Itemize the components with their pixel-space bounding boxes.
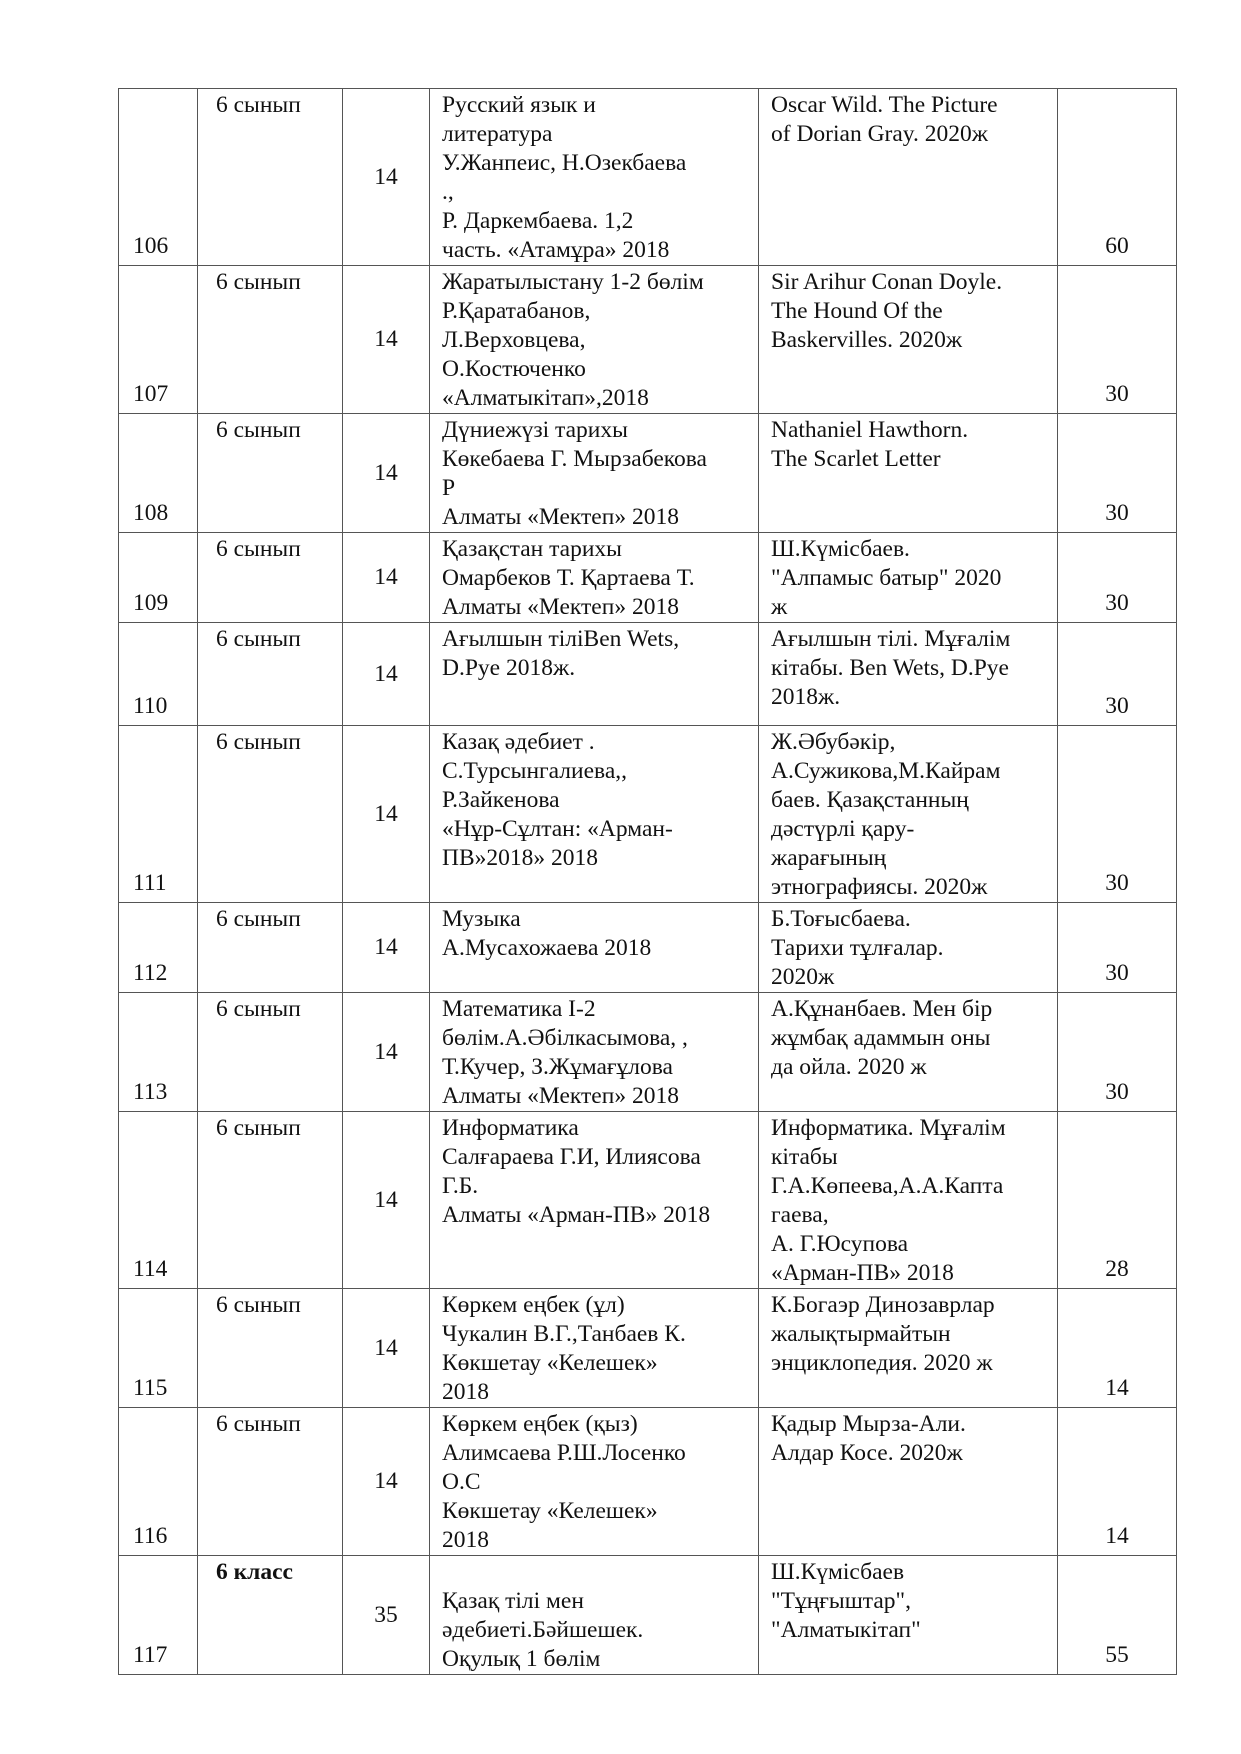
- row-number: 112: [119, 903, 198, 993]
- table-row: [119, 903, 1177, 993]
- textbook-cell-line: ПВ»2018» 2018: [442, 845, 599, 871]
- table-row: [119, 1556, 1177, 1675]
- table-row: [119, 414, 1177, 533]
- grade-cell: 6 сынып: [198, 1112, 343, 1289]
- textbook-cell-line: Оқулық 1 бөлім: [442, 1646, 601, 1672]
- additional-book-cell: [759, 1112, 1058, 1289]
- book-list-table: [118, 88, 1177, 1675]
- table-body: [119, 89, 1177, 1675]
- row-number: 107: [119, 266, 198, 414]
- textbook-cell-line: Көкшетау «Келешек»: [442, 1498, 658, 1524]
- textbook-cell: [430, 726, 759, 903]
- quantity-cell: 30: [1058, 414, 1177, 533]
- textbook-cell-line: Көкебаева Г. Мырзабекова: [442, 446, 707, 472]
- textbook-cell: [430, 1289, 759, 1408]
- textbook-cell-line: Казақ әдебиет .: [442, 729, 595, 755]
- textbook-cell-line: Көркем еңбек (қыз): [442, 1411, 638, 1437]
- textbook-cell-line: Р. Даркембаева. 1,2: [442, 208, 634, 234]
- textbook-cell: [430, 414, 759, 533]
- grade-cell: 6 сынып: [198, 89, 343, 266]
- grade-cell: 6 сынып: [198, 414, 343, 533]
- row-number: 110: [119, 623, 198, 726]
- student-count-cell: 14: [343, 414, 430, 533]
- textbook-cell-line: Русский язык и: [442, 92, 596, 118]
- additional-book-cell: [759, 726, 1058, 903]
- additional-book-cell-line: Б.Тоғысбаева.: [771, 906, 911, 932]
- additional-book-cell-line: Ағылшын тілі. Мұғалім: [771, 626, 1011, 652]
- additional-book-cell: [759, 623, 1058, 726]
- quantity-cell: 30: [1058, 993, 1177, 1112]
- grade-cell: 6 сынып: [198, 623, 343, 726]
- additional-book-cell: [759, 414, 1058, 533]
- textbook-cell-line: Дүниежүзі тарихы: [442, 417, 628, 443]
- textbook-cell: [430, 623, 759, 726]
- additional-book-cell-line: Қадыр Мырза-Али.: [771, 1411, 966, 1437]
- additional-book-cell-line: Информатика. Мұғалім: [771, 1115, 1006, 1141]
- textbook-cell-line: О.С: [442, 1469, 481, 1495]
- additional-book-cell-line: 2020ж: [771, 964, 835, 990]
- grade-cell: 6 сынып: [198, 533, 343, 623]
- additional-book-cell-line: жалықтырмайтын: [771, 1321, 951, 1347]
- textbook-cell-line: Қазақстан тарихы: [442, 536, 622, 562]
- student-count-cell: 14: [343, 623, 430, 726]
- row-number: 113: [119, 993, 198, 1112]
- grade-cell: 6 класс: [198, 1556, 343, 1675]
- student-count-cell: 14: [343, 89, 430, 266]
- row-number: 109: [119, 533, 198, 623]
- textbook-cell-line: Алматы «Арман-ПВ» 2018: [442, 1202, 711, 1228]
- additional-book-cell-line: кітабы: [771, 1144, 838, 1170]
- textbook-cell-line: часть. «Атамұра» 2018: [442, 237, 670, 263]
- quantity-cell: 14: [1058, 1408, 1177, 1556]
- textbook-cell-line: Көркем еңбек (ұл): [442, 1292, 625, 1318]
- additional-book-cell-line: Тарихи тұлғалар.: [771, 935, 944, 961]
- textbook-cell: [430, 1556, 759, 1675]
- grade-cell: 6 сынып: [198, 1289, 343, 1408]
- quantity-cell: 30: [1058, 533, 1177, 623]
- quantity-cell: 60: [1058, 89, 1177, 266]
- additional-book-cell-line: энциклопедия. 2020 ж: [771, 1350, 993, 1376]
- textbook-cell: [430, 533, 759, 623]
- textbook-cell-line: әдебиеті.Бәйшешек.: [442, 1617, 644, 1643]
- table-row: [119, 533, 1177, 623]
- textbook-cell-line: Г.Б.: [442, 1173, 479, 1199]
- row-number: 116: [119, 1408, 198, 1556]
- additional-book-cell: [759, 533, 1058, 623]
- textbook-cell-line: Л.Верховцева,: [442, 327, 586, 353]
- textbook-cell-line: 2018: [442, 1379, 489, 1405]
- additional-book-cell-line: The Hound Of the: [771, 298, 943, 324]
- table-row: [119, 266, 1177, 414]
- textbook-cell-line: Математика І-2: [442, 996, 596, 1022]
- textbook-cell: [430, 993, 759, 1112]
- additional-book-cell: [759, 1556, 1058, 1675]
- textbook-cell-line: Р.Зайкенова: [442, 787, 560, 813]
- additional-book-cell-line: гаева,: [771, 1202, 829, 1228]
- quantity-cell: 30: [1058, 903, 1177, 993]
- row-number: 106: [119, 89, 198, 266]
- textbook-cell-line: Музыка: [442, 906, 521, 932]
- textbook-cell-line: Омарбеков Т. Қартаева Т.: [442, 565, 695, 591]
- additional-book-cell-line: Nathaniel Hawthorn.: [771, 417, 969, 443]
- additional-book-cell-line: Г.А.Көпеева,А.А.Капта: [771, 1173, 1004, 1199]
- table-row: [119, 1408, 1177, 1556]
- textbook-cell-line: Чукалин В.Г.,Танбаев К.: [442, 1321, 686, 1347]
- additional-book-cell: [759, 903, 1058, 993]
- textbook-cell-line: Ағылшын тіліBen Wets,: [442, 626, 680, 652]
- grade-cell: 6 сынып: [198, 903, 343, 993]
- row-number: 117: [119, 1556, 198, 1675]
- student-count-cell: 14: [343, 1112, 430, 1289]
- student-count-cell: 35: [343, 1556, 430, 1675]
- textbook-cell-line: 2018: [442, 1527, 489, 1553]
- additional-book-cell-line: А.Құнанбаев. Мен бір: [771, 996, 993, 1022]
- textbook-cell-line: О.Костюченко: [442, 356, 586, 382]
- textbook-cell-line: А.Мусахожаева 2018: [442, 935, 652, 961]
- quantity-cell: 55: [1058, 1556, 1177, 1675]
- additional-book-cell-line: Ж.Әбубәкір,: [771, 729, 896, 755]
- quantity-cell: 30: [1058, 726, 1177, 903]
- student-count-cell: 14: [343, 266, 430, 414]
- additional-book-cell-line: К.Богаэр Динозаврлар: [771, 1292, 995, 1318]
- textbook-cell-line: .,: [442, 179, 454, 205]
- additional-book-cell: [759, 89, 1058, 266]
- textbook-cell-line: бөлім.А.Әбілкасымова, ,: [442, 1025, 688, 1051]
- row-number: 114: [119, 1112, 198, 1289]
- quantity-cell: 28: [1058, 1112, 1177, 1289]
- textbook-cell-line: «Алматыкітап»,2018: [442, 385, 649, 411]
- quantity-cell: 30: [1058, 266, 1177, 414]
- additional-book-cell-line: кітабы. Ben Wets, D.Pye: [771, 655, 1009, 681]
- row-number: 108: [119, 414, 198, 533]
- additional-book-cell-line: Алдар Косе. 2020ж: [771, 1440, 963, 1466]
- textbook-cell-line: Т.Кучер, З.Жұмағұлова: [442, 1054, 673, 1080]
- textbook-cell-line: Алматы «Мектеп» 2018: [442, 504, 679, 530]
- additional-book-cell-line: дәстүрлі қару-: [771, 816, 915, 842]
- additional-book-cell-line: "Алпамыс батыр" 2020: [771, 565, 1002, 591]
- additional-book-cell-line: жарағының: [771, 845, 887, 871]
- textbook-cell-line: Алимсаева Р.Ш.Лосенко: [442, 1440, 686, 1466]
- additional-book-cell-line: "Алматыкітап": [771, 1617, 921, 1643]
- textbook-cell-line: «Нұр-Сұлтан: «Арман-: [442, 816, 673, 842]
- additional-book-cell: [759, 266, 1058, 414]
- textbook-cell-line: литература: [442, 121, 553, 147]
- textbook-cell-line: Қазақ тілі мен: [442, 1588, 584, 1614]
- grade-cell: 6 сынып: [198, 266, 343, 414]
- additional-book-cell: [759, 993, 1058, 1112]
- table-row: [119, 1112, 1177, 1289]
- grade-cell: 6 сынып: [198, 726, 343, 903]
- table-row: [119, 89, 1177, 266]
- textbook-cell: [430, 903, 759, 993]
- table-row: [119, 993, 1177, 1112]
- textbook-cell-line: Салғараева Г.И, Илиясова: [442, 1144, 701, 1170]
- additional-book-cell: [759, 1289, 1058, 1408]
- table-row: [119, 1289, 1177, 1408]
- student-count-cell: 14: [343, 993, 430, 1112]
- textbook-cell-line: Жаратылыстану 1-2 бөлім: [442, 269, 704, 295]
- textbook-cell: [430, 266, 759, 414]
- textbook-cell-line: Р.Қаратабанов,: [442, 298, 591, 324]
- additional-book-cell-line: Sir Arihur Conan Doyle.: [771, 269, 1003, 295]
- additional-book-cell-line: ж: [771, 594, 788, 620]
- textbook-cell-line: D.Pye 2018ж.: [442, 655, 576, 681]
- additional-book-cell-line: 2018ж.: [771, 684, 841, 710]
- additional-book-cell-line: А.Сужикова,М.Кайрам: [771, 758, 1001, 784]
- row-number: 111: [119, 726, 198, 903]
- textbook-cell: [430, 1408, 759, 1556]
- textbook-cell-line: Алматы «Мектеп» 2018: [442, 594, 679, 620]
- student-count-cell: 14: [343, 1408, 430, 1556]
- textbook-cell-line: Р: [442, 475, 456, 501]
- additional-book-cell: [759, 1408, 1058, 1556]
- student-count-cell: 14: [343, 533, 430, 623]
- textbook-cell: [430, 89, 759, 266]
- textbook-cell-line: Алматы «Мектеп» 2018: [442, 1083, 679, 1109]
- additional-book-cell-line: The Scarlet Letter: [771, 446, 941, 472]
- grade-cell: 6 сынып: [198, 1408, 343, 1556]
- additional-book-cell-line: Ш.Күмісбаев: [771, 1559, 905, 1585]
- textbook-cell-line: Информатика: [442, 1115, 579, 1141]
- textbook-cell-line: Көкшетау «Келешек»: [442, 1350, 658, 1376]
- textbook-cell-line: С.Турсынгалиева,,: [442, 758, 628, 784]
- additional-book-cell-line: "Тұңғыштар",: [771, 1588, 912, 1614]
- grade-cell: 6 сынып: [198, 993, 343, 1112]
- student-count-cell: 14: [343, 903, 430, 993]
- textbook-cell: [430, 1112, 759, 1289]
- table-row: [119, 726, 1177, 903]
- quantity-cell: 30: [1058, 623, 1177, 726]
- additional-book-cell-line: жұмбақ адаммын оны: [771, 1025, 991, 1051]
- additional-book-cell-line: Ш.Күмісбаев.: [771, 536, 910, 562]
- textbook-cell-line: У.Жанпеис, Н.Озекбаева: [442, 150, 687, 176]
- quantity-cell: 14: [1058, 1289, 1177, 1408]
- additional-book-cell-line: of Dorian Gray. 2020ж: [771, 121, 989, 147]
- additional-book-cell-line: Oscar Wild. The Picture: [771, 92, 998, 118]
- additional-book-cell-line: этнографиясы. 2020ж: [771, 874, 988, 900]
- additional-book-cell-line: да ойла. 2020 ж: [771, 1054, 927, 1080]
- student-count-cell: 14: [343, 726, 430, 903]
- additional-book-cell-line: А. Г.Юсупова: [771, 1231, 909, 1257]
- student-count-cell: 14: [343, 1289, 430, 1408]
- additional-book-cell-line: «Арман-ПВ» 2018: [771, 1260, 954, 1286]
- table-row: [119, 623, 1177, 726]
- row-number: 115: [119, 1289, 198, 1408]
- additional-book-cell-line: баев. Қазақстанның: [771, 787, 969, 813]
- additional-book-cell-line: Baskervilles. 2020ж: [771, 327, 963, 353]
